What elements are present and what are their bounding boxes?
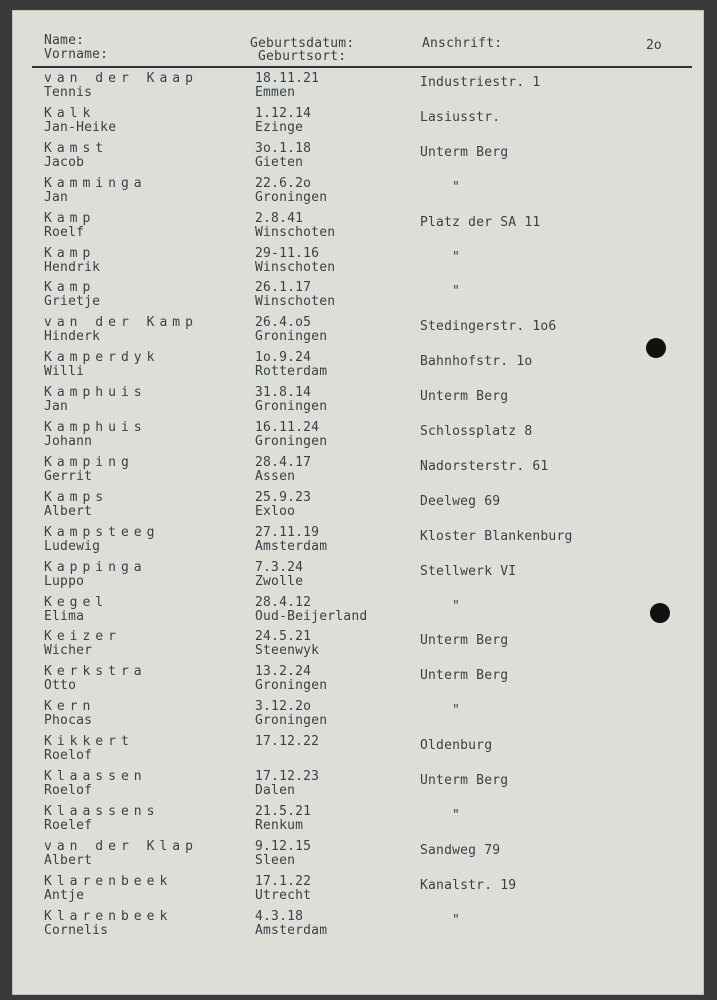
surname: Kappinga — [44, 559, 147, 575]
firstname: Albert — [44, 503, 93, 519]
address: " — [452, 284, 461, 300]
birthdate: 17.12.23 — [255, 769, 320, 784]
birthplace: Ezinge — [255, 119, 304, 135]
address: Unterm Berg — [420, 668, 509, 684]
surname: Kamps — [44, 489, 109, 505]
record-row — [12, 72, 704, 107]
birthdate: 26.1.17 — [255, 280, 312, 296]
address: Kanalstr. 19 — [420, 877, 517, 893]
record-row — [12, 107, 704, 142]
address: Industriestr. 1 — [420, 75, 541, 90]
surname: Kamphuis — [44, 420, 147, 435]
birthplace: Winschoten — [255, 259, 336, 275]
surname: Kamp — [44, 280, 96, 296]
firstname: Roelof — [44, 748, 93, 764]
record-row — [12, 561, 704, 596]
address: Schlossplatz 8 — [420, 424, 533, 439]
punch-hole-lower — [650, 603, 670, 623]
birthdate: 3o.1.18 — [255, 140, 312, 156]
record-row — [12, 281, 704, 316]
birthplace: Rotterdam — [255, 364, 328, 380]
birthplace: Gieten — [255, 154, 304, 170]
page-number: 2o — [646, 38, 662, 53]
birthdate: 22.6.2o — [255, 175, 312, 191]
birthplace: Groningen — [255, 329, 328, 345]
birthdate: 3.12.2o — [255, 699, 312, 715]
firstname: Roelef — [44, 817, 93, 833]
address: Oldenburg — [420, 738, 493, 754]
surname: van der Kamp — [44, 315, 198, 331]
firstname: Roelf — [44, 224, 85, 240]
record-row — [12, 386, 704, 421]
firstname: Tennis — [44, 85, 93, 100]
surname: Klarenbeek — [44, 873, 173, 889]
birthplace: Assen — [255, 468, 296, 484]
address: Nadorsterstr. 61 — [420, 458, 549, 474]
record-row — [12, 177, 704, 212]
birthplace: Emmen — [255, 85, 296, 100]
birthdate: 7.3.24 — [255, 559, 304, 575]
address: " — [452, 912, 461, 928]
birthdate: 9.12.15 — [255, 838, 312, 854]
address: Unterm Berg — [420, 633, 509, 649]
firstname: Hendrik — [44, 259, 101, 275]
birthplace: Groningen — [255, 189, 328, 205]
firstname: Hinderk — [44, 329, 101, 345]
address: " — [452, 179, 461, 195]
firstname: Luppo — [44, 573, 85, 589]
record-row — [12, 735, 704, 770]
firstname-label: Vorname: — [44, 47, 109, 62]
birthdate-label: Geburtsdatum: — [250, 36, 355, 51]
surname: Kikkert — [44, 734, 134, 750]
birthdate: 25.9.23 — [255, 489, 312, 505]
record-row — [12, 456, 704, 491]
address: Kloster Blankenburg — [420, 528, 573, 544]
surname: Kamp — [44, 210, 96, 226]
firstname: Elima — [44, 608, 85, 624]
surname: Keizer — [44, 629, 121, 645]
surname: van der Kaap — [44, 71, 198, 86]
document-page — [12, 10, 704, 995]
record-row — [12, 770, 704, 805]
surname: Klaassen — [44, 769, 147, 784]
birthdate: 27.11.19 — [255, 524, 320, 540]
firstname: Antje — [44, 887, 85, 903]
record-row — [12, 526, 704, 561]
record-row — [12, 491, 704, 526]
firstname: Jacob — [44, 154, 85, 170]
record-row — [12, 351, 704, 386]
firstname: Ludewig — [44, 538, 101, 554]
birthdate: 28.4.17 — [255, 454, 312, 470]
address: " — [452, 703, 461, 719]
firstname: Jan — [44, 399, 69, 415]
record-row — [12, 805, 704, 840]
birthplace: Exloo — [255, 503, 296, 519]
header-rule — [32, 66, 692, 68]
birthdate: 24.5.21 — [255, 629, 312, 645]
record-row — [12, 316, 704, 351]
firstname: Willi — [44, 364, 85, 380]
birthplace: Zwolle — [255, 573, 304, 589]
surname: Kamphuis — [44, 385, 147, 401]
record-row — [12, 840, 704, 875]
record-row — [12, 421, 704, 456]
address: " — [452, 598, 461, 614]
birthdate: 2.8.41 — [255, 210, 304, 226]
birthplace: Winschoten — [255, 224, 336, 240]
firstname: Jan-Heike — [44, 119, 117, 135]
surname: Kegel — [44, 594, 109, 610]
birthdate: 17.12.22 — [255, 734, 320, 750]
surname: Kalk — [44, 105, 96, 121]
surname: Kamminga — [44, 175, 147, 191]
firstname: Otto — [44, 678, 77, 694]
birthdate: 4.3.18 — [255, 908, 304, 924]
firstname: Phocas — [44, 713, 93, 729]
birthdate: 18.11.21 — [255, 71, 320, 86]
firstname: Grietje — [44, 294, 101, 310]
birthplace: Amsterdam — [255, 922, 328, 938]
birthplace: Winschoten — [255, 294, 336, 310]
address: Unterm Berg — [420, 389, 509, 405]
birthdate: 31.8.14 — [255, 385, 312, 401]
firstname: Roelof — [44, 783, 93, 798]
birthdate: 21.5.21 — [255, 803, 312, 819]
surname: Kamst — [44, 140, 109, 156]
address: Deelweg 69 — [420, 493, 501, 509]
surname: Kamp — [44, 245, 96, 261]
surname: Klaassens — [44, 803, 160, 819]
firstname: Cornelis — [44, 922, 109, 938]
birthplace: Dalen — [255, 783, 296, 798]
surname: Kamperdyk — [44, 350, 160, 366]
address: " — [452, 249, 461, 265]
surname: Klarenbeek — [44, 908, 173, 924]
address: Stedingerstr. 1o6 — [420, 319, 557, 335]
address: Sandweg 79 — [420, 842, 501, 858]
address: Unterm Berg — [420, 773, 509, 788]
surname: Kampsteeg — [44, 524, 160, 540]
birthdate: 13.2.24 — [255, 664, 312, 680]
address: Platz der SA 11 — [420, 214, 541, 230]
birthdate: 26.4.o5 — [255, 315, 312, 331]
name-label: Name: — [44, 33, 85, 48]
birthdate: 1o.9.24 — [255, 350, 312, 366]
birthplace: Groningen — [255, 678, 328, 694]
surname: van der Klap — [44, 838, 198, 854]
birthdate: 28.4.12 — [255, 594, 312, 610]
birthplace: Amsterdam — [255, 538, 328, 554]
birthplace: Oud-Beijerland — [255, 608, 368, 624]
birthdate: 1.12.14 — [255, 105, 312, 121]
birthplace: Groningen — [255, 713, 328, 729]
firstname: Johann — [44, 434, 93, 449]
record-row — [12, 910, 704, 945]
record-row — [12, 665, 704, 700]
address: Lasiusstr. — [420, 109, 501, 125]
punch-hole-upper — [646, 338, 666, 358]
birthdate: 29-11.16 — [255, 245, 320, 261]
birthplace: Steenwyk — [255, 643, 320, 659]
address: Stellwerk VI — [420, 563, 517, 579]
record-row — [12, 630, 704, 665]
record-row — [12, 142, 704, 177]
record-row — [12, 596, 704, 631]
record-row — [12, 247, 704, 282]
birthplace-label: Geburtsort: — [258, 49, 347, 64]
birthdate: 16.11.24 — [255, 420, 320, 435]
birthplace: Utrecht — [255, 887, 312, 903]
firstname: Wicher — [44, 643, 93, 659]
birthplace: Sleen — [255, 852, 296, 868]
record-row — [12, 212, 704, 247]
record-row — [12, 700, 704, 735]
birthplace: Groningen — [255, 399, 328, 415]
birthplace: Renkum — [255, 817, 304, 833]
address-label: Anschrift: — [422, 36, 503, 51]
surname: Kamping — [44, 454, 134, 470]
address: " — [452, 807, 461, 823]
address: Bahnhofstr. 1o — [420, 354, 533, 370]
firstname: Gerrit — [44, 468, 93, 484]
surname: Kerkstra — [44, 664, 147, 680]
firstname: Jan — [44, 189, 69, 205]
surname: Kern — [44, 699, 96, 715]
birthdate: 17.1.22 — [255, 873, 312, 889]
birthplace: Groningen — [255, 434, 328, 449]
record-row — [12, 875, 704, 910]
firstname: Albert — [44, 852, 93, 868]
address: Unterm Berg — [420, 144, 509, 160]
